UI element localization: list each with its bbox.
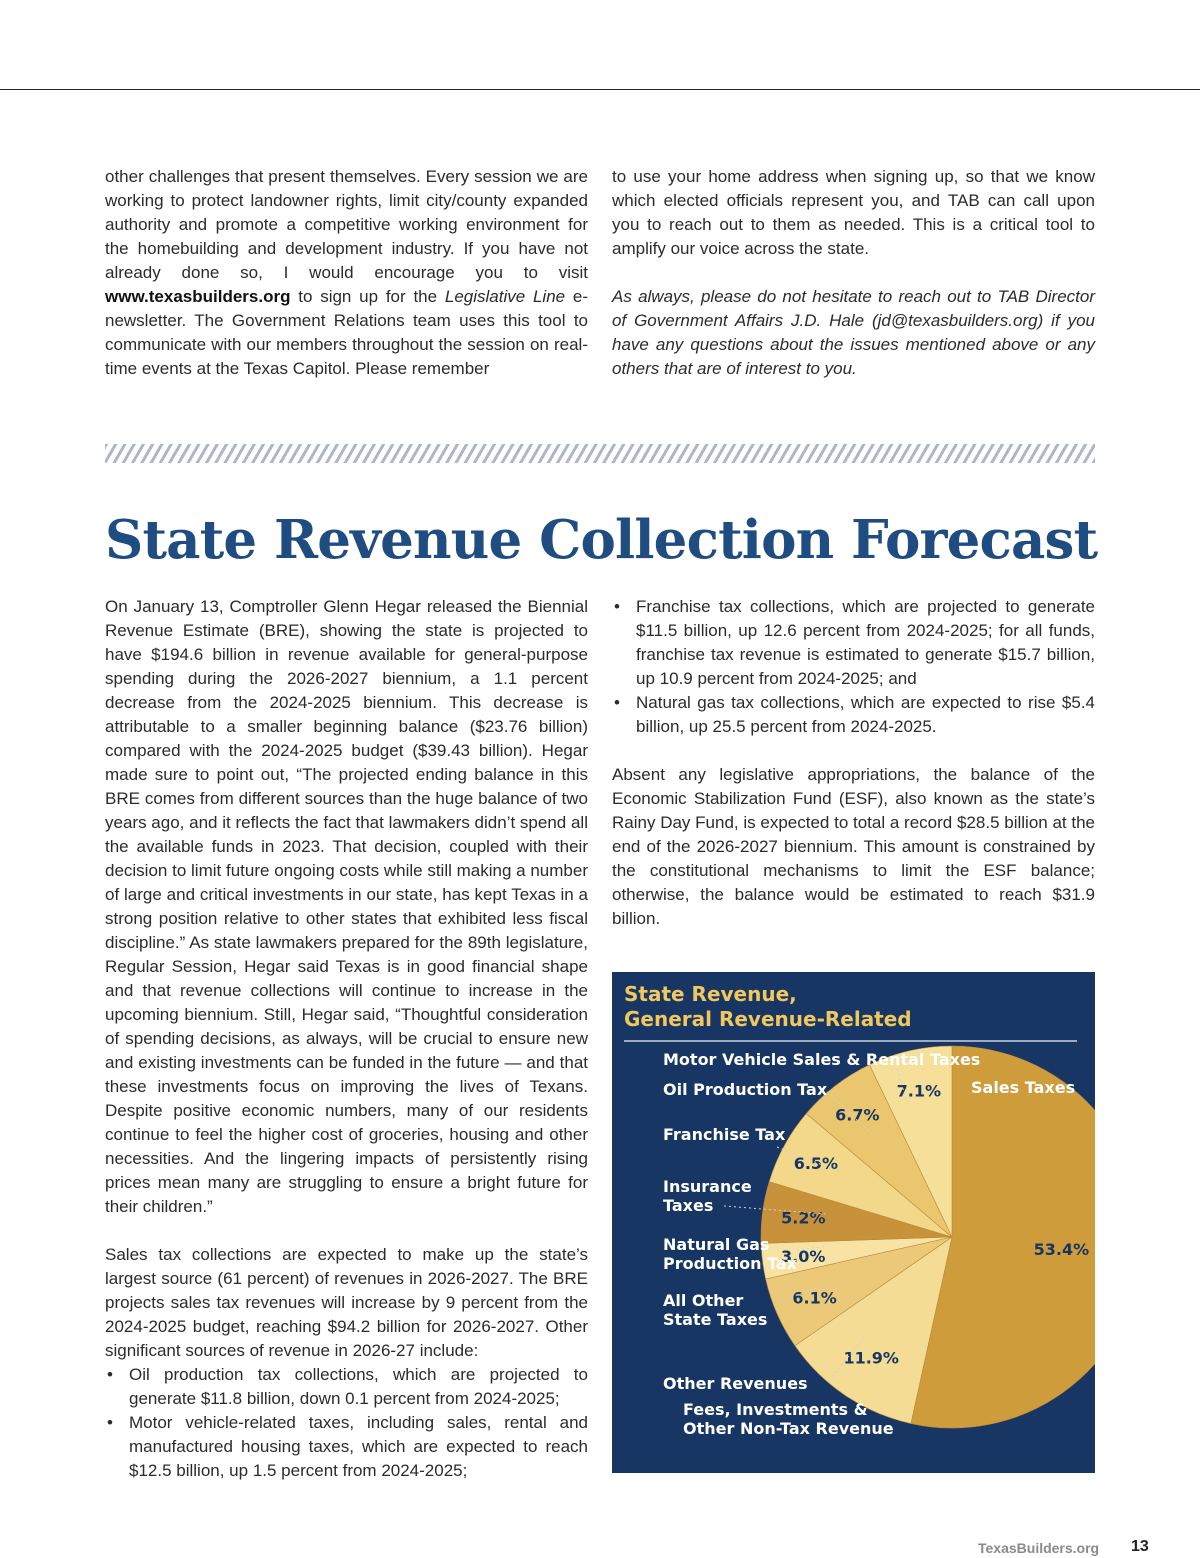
revenue-sources-list xyxy=(105,1363,588,1483)
slice-percent-label: 7.1% xyxy=(896,1081,941,1101)
intro-right-column xyxy=(612,165,1095,381)
category-label: Production Tax xyxy=(663,1254,797,1273)
slice-percent-label: 53.4% xyxy=(1033,1239,1090,1259)
chart-title: State Revenue, xyxy=(624,982,797,1006)
category-label: Franchise Tax xyxy=(663,1125,786,1144)
intro-left-column xyxy=(105,165,588,381)
intro-left-paragraph: other challenges that present themselves. Every session we are working to protect landowner rights, limit city/county expanded authority and promote a competitive working environment for the homebuilding and development industry. If you have not already done so, I would encourage you to visit www.texasbuilders.org to sign up for the Legislative Line e-newsletter. The Government Relations team uses this tool to communicate with our members throughout the session on real-time events at the Texas Capitol. Please remember xyxy=(105,167,588,378)
slice-percent-label: 6.5% xyxy=(793,1153,839,1173)
category-label: Natural Gas xyxy=(663,1235,770,1254)
slice-percent-label: 6.7% xyxy=(835,1105,880,1125)
category-sublabel: Other Non-Tax Revenue xyxy=(683,1419,894,1438)
category-label: Sales Taxes xyxy=(971,1078,1076,1097)
article-right-column xyxy=(612,595,1095,931)
page-number: 13 xyxy=(1131,1538,1149,1555)
section-divider xyxy=(105,444,1095,463)
category-label: Motor Vehicle Sales & Rental Taxes xyxy=(663,1050,981,1069)
article-paragraph: Sales tax collections are expected to make up the state’s largest source (61 percent) of revenues in 2026-2027. The BRE projects sales tax revenues will increase by 9 percent from the 2024-2025 budget, reaching $94.2 billion for 2026-2027. Other significant sources of revenue in 2026-27 include: xyxy=(105,1245,588,1360)
top-rule xyxy=(0,89,1200,90)
revenue-pie-chart xyxy=(612,972,1095,1473)
article-title: State Revenue Collection Forecast xyxy=(105,509,1098,571)
article-paragraph: Absent any legislative appropriations, the balance of the Economic Stabilization Fund (ESF), also known as the state’s Rainy Day Fund, is expected to total a record $28.5 billion at the end of the 2026-2027 biennium. This amount is constrained by the constitutional mechanisms to limit the ESF balance; otherwise, the balance would be estimated to reach $31.9 billion. xyxy=(612,765,1095,928)
website-link[interactable]: www.texasbuilders.org xyxy=(105,287,291,306)
intro-right-paragraph: to use your home address when signing up, so that we know which elected officials represent you, and TAB can call upon you to reach out to them as needed. This is a critical tool to amplify our voice across the state. xyxy=(612,167,1095,258)
category-label: State Taxes xyxy=(663,1310,768,1329)
article-left-column xyxy=(105,595,588,1483)
slice-percent-label: 5.2% xyxy=(781,1208,826,1228)
slice-percent-label: 11.9% xyxy=(843,1348,899,1368)
slice-percent-label: 6.1% xyxy=(792,1288,837,1308)
article-paragraph: On January 13, Comptroller Glenn Hegar released the Biennial Revenue Estimate (BRE), showing the state is projected to have $194.6 billion in revenue available for general-purpose spending during the 2026-2027 biennium, a 1.1 percent decrease from the 2024-2025 biennium. This decrease is attributable to a smaller beginning balance ($23.76 billion) compared with the 2024-2025 budget ($39.43 billion). Hegar made sure to point out, “The projected ending balance in this BRE comes from different sources than the huge balance of two years ago, and it reflects the fact that lawmakers didn’t spend all the available funds in 2023. That decision, coupled with their decision to limit future ongoing costs while still making a number of large and critical investments in our state, has kept Texas in a strong position relative to other states that exhibited less fiscal discipline.” As state lawmakers prepared for the 89th legislature, Regular Session, Hegar said Texas is in good financial shape and that revenue collections will continue to increase in the upcoming biennium. Still, Hegar said, “Thoughtful consideration of spending decisions, as always, will be crucial to ensure new and existing investments can be funded in the future — and that these investments focus on improving the lives of Texans. Despite positive economic numbers, many of our residents continue to feel the higher cost of groceries, housing and other necessities. And the lingering impacts of persistently rising prices mean many are struggling to ensure a bright future for their children.” xyxy=(105,597,588,1216)
chart-title: General Revenue-Related xyxy=(624,1007,912,1031)
list-item: • Motor vehicle-related taxes, including sales, rental and manufactured housing taxes, which are expected to reach $12.5 billion, up 1.5 percent from 2024-2025; xyxy=(105,1411,588,1483)
list-item: • Franchise tax collections, which are projected to generate $11.5 billion, up 12.6 percent from 2024-2025; for all funds, franchise tax revenue is estimated to generate $15.7 billion, up 10.9 percent from 2024-2025; and xyxy=(612,595,1095,691)
category-label: Taxes xyxy=(663,1196,714,1215)
category-label: Other Revenues xyxy=(663,1374,808,1393)
pie-chart-svg xyxy=(612,972,1095,1473)
footer-website: TexasBuilders.org xyxy=(978,1540,1100,1556)
contact-note: As always, please do not hesitate to reach out to TAB Director of Government Affairs J.D. Hale (jd@texasbuilders.org) if you have any questions about the issues mentioned above or any others that are of interest to you. xyxy=(612,287,1095,378)
revenue-sources-list-continued xyxy=(612,595,1095,739)
slice-percent-label: 3.0% xyxy=(781,1247,826,1267)
category-sublabel: Fees, Investments & xyxy=(683,1400,868,1419)
category-label: All Other xyxy=(663,1291,744,1310)
list-item: • Oil production tax collections, which are projected to generate $11.8 billion, down 0.1 percent from 2024-2025; xyxy=(105,1363,588,1411)
category-label: Oil Production Tax xyxy=(663,1080,828,1099)
newsletter-name: Legislative Line xyxy=(444,287,566,306)
list-item: • Natural gas tax collections, which are expected to rise $5.4 billion, up 25.5 percent from 2024-2025. xyxy=(612,691,1095,739)
category-label: Insurance xyxy=(663,1177,752,1196)
